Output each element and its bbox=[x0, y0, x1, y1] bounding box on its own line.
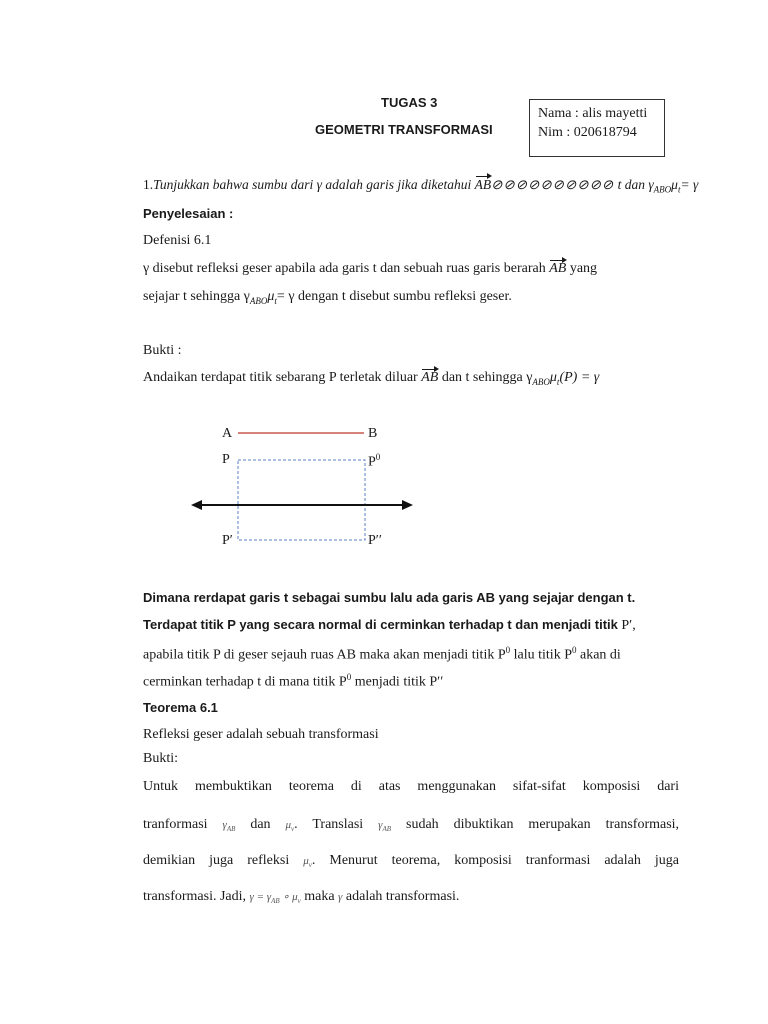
title-line1: TUGAS 3 bbox=[381, 95, 438, 110]
sup-0: 0 bbox=[505, 645, 511, 655]
explanation-line2-bold: Terdapat titik P yang secara normal di cerminkan terhadap t dan menjadi titik bbox=[143, 617, 618, 632]
math-sub: v bbox=[291, 825, 295, 834]
line3-text-b: lalu titik P bbox=[510, 647, 572, 663]
problem-tail3: = γ bbox=[680, 177, 699, 192]
math-mu-v bbox=[285, 819, 295, 834]
math-gamma-composition bbox=[249, 891, 301, 906]
label-p0-sup: 0 bbox=[375, 452, 381, 462]
math-mu: μ bbox=[285, 819, 292, 831]
suppose-mid: dan t sehingga γ bbox=[441, 370, 533, 385]
vector-ab: AB bbox=[549, 261, 567, 276]
math-gamma: γ bbox=[378, 819, 383, 831]
label-a: A bbox=[222, 426, 233, 441]
mu-symbol: μ bbox=[267, 289, 275, 304]
math-gamma: γ bbox=[222, 819, 227, 831]
label-p0 bbox=[368, 452, 380, 471]
vector-ab: AB bbox=[474, 177, 492, 192]
explanation-line3 bbox=[143, 645, 621, 664]
label-p-prime: P′ bbox=[222, 533, 233, 548]
p4-text-b: maka bbox=[304, 889, 335, 904]
line3-text-a: apabila titik P di geser sejauh ruas AB maka akan menjadi titik P bbox=[143, 647, 506, 663]
math-mu-v bbox=[303, 855, 312, 870]
proof-paragraph-line3 bbox=[143, 853, 679, 869]
math-eq-tail: ∘ μ bbox=[282, 891, 298, 903]
line4-text-a: cerminkan terhadap t di mana titik P bbox=[143, 674, 347, 690]
suppose-text: Andaikan terdapat titik sebarang P terletak diluar bbox=[143, 370, 418, 385]
p3-text-b: . Menurut teorema, komposisi tranformasi adalah juga bbox=[311, 853, 679, 868]
axis-arrow-left-icon bbox=[191, 500, 202, 510]
p2-text-b: dan bbox=[250, 817, 271, 832]
problem-text: Tunjukkan bahwa sumbu dari γ adalah garis jika diketahui bbox=[153, 177, 472, 192]
suppose-end: (P) = γ bbox=[559, 370, 600, 385]
def-line1-end: yang bbox=[569, 261, 598, 276]
p3-text-a: demikian juga refleksi bbox=[143, 853, 290, 868]
label-p0-base: P bbox=[368, 454, 376, 470]
math-sub: v bbox=[308, 861, 312, 870]
mu-symbol: μ bbox=[549, 370, 557, 385]
mu-symbol: μ bbox=[671, 177, 678, 192]
label-p: P bbox=[222, 452, 230, 467]
sub-t: t bbox=[274, 295, 277, 306]
p2-text-a: tranformasi bbox=[143, 817, 208, 832]
math-sub: AB bbox=[226, 825, 236, 834]
label-b: B bbox=[368, 426, 378, 441]
proof-paragraph-line4 bbox=[143, 889, 459, 905]
p2-text-c: . Translasi bbox=[294, 817, 364, 832]
proof-paragraph-line2 bbox=[143, 817, 679, 833]
sub-abo: ABO bbox=[653, 184, 672, 195]
sup-0: 0 bbox=[571, 645, 577, 655]
math-mu: μ bbox=[303, 855, 309, 867]
def-line1-text: γ disebut refleksi geser apabila ada garis t dan sebuah ruas garis berarah bbox=[143, 261, 546, 276]
title-line2: GEOMETRI TRANSFORMASI bbox=[315, 122, 493, 137]
nim-line: Nim : 020618794 bbox=[538, 125, 637, 140]
sub-abo: ABO bbox=[249, 295, 268, 306]
math-sub: AB bbox=[382, 825, 392, 834]
p2-text-d: sudah dibuktikan merupakan transformasi, bbox=[406, 817, 680, 832]
explanation-line2 bbox=[143, 617, 636, 634]
math-gamma-ab bbox=[222, 819, 236, 834]
problem-tail1: t dan γ bbox=[617, 177, 654, 192]
def-line2-text: sejajar t sehingga γ bbox=[143, 289, 250, 304]
line3-text-c: akan di bbox=[576, 647, 621, 663]
math-sub: AB bbox=[271, 897, 280, 906]
name-line: Nama : alis mayetti bbox=[538, 106, 648, 121]
vector-ab: AB bbox=[421, 370, 439, 385]
sub-t: t bbox=[556, 376, 560, 387]
sub-abo: ABO bbox=[532, 376, 550, 387]
math-gamma: γ bbox=[338, 891, 343, 903]
axis-arrow-right-icon bbox=[402, 500, 413, 510]
def-line2-end: = γ dengan t disebut sumbu refleksi geser. bbox=[276, 289, 512, 304]
theorem-title: Teorema 6.1 bbox=[143, 700, 218, 715]
placeholder-boxes: ⊘⊘⊘⊘⊘⊘⊘⊘⊘⊘ bbox=[491, 177, 615, 192]
proof-label: Bukti : bbox=[143, 343, 182, 358]
explanation-line1: Dimana rerdapat garis t sebagai sumbu lalu ada garis AB yang sejajar dengan t. bbox=[143, 590, 636, 605]
definition-title: Defenisi 6.1 bbox=[143, 233, 212, 248]
p4-text-a: transformasi. Jadi, bbox=[143, 889, 247, 904]
problem-number: 1. bbox=[143, 177, 154, 192]
proof-paragraph-line1: Untuk membuktikan teorema di atas menggunakan sifat-sifat komposisi dari bbox=[143, 779, 679, 794]
p4-text-c: adalah transformasi. bbox=[345, 889, 460, 904]
theorem-statement: Refleksi geser adalah sebuah transformasi bbox=[143, 727, 379, 742]
explanation-line4 bbox=[143, 672, 443, 691]
label-p-double-prime: P′′ bbox=[368, 533, 382, 548]
sup-0: 0 bbox=[346, 672, 352, 682]
solution-heading: Penyelesaian : bbox=[143, 206, 234, 221]
explanation-line2-end: P′, bbox=[617, 618, 636, 633]
math-eq: γ = γ bbox=[249, 891, 272, 903]
math-gamma-ab bbox=[378, 819, 392, 834]
theorem-proof-label: Bukti: bbox=[143, 751, 179, 766]
line4-text-b: menjadi titik P′′ bbox=[351, 674, 444, 690]
dashed-rectangle bbox=[238, 460, 365, 540]
sub-t: t bbox=[677, 184, 681, 195]
math-sub: v bbox=[297, 897, 301, 906]
